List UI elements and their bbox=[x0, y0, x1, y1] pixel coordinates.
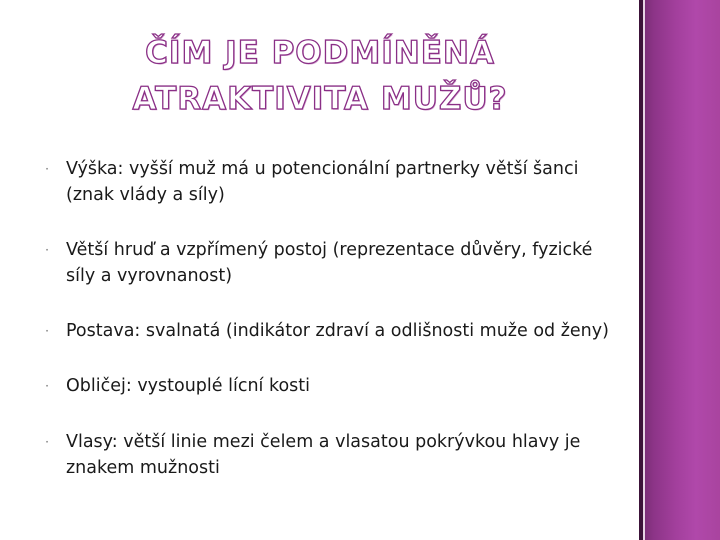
bullet-dot-icon: · bbox=[45, 324, 49, 338]
side-band-stripe bbox=[643, 0, 645, 540]
bullet-item bbox=[40, 373, 620, 399]
bullet-text: Postava: svalnatá (indikátor zdraví a odlišnosti muže od ženy) bbox=[66, 321, 609, 341]
bullet-text: Vlasy: větší linie mezi čelem a vlasatou pokrývkou hlavy je znakem mužnosti bbox=[66, 432, 581, 478]
bullet-item bbox=[40, 429, 620, 481]
bullet-item bbox=[40, 237, 620, 289]
bullet-item bbox=[40, 318, 620, 344]
bullet-dot-icon: · bbox=[45, 243, 49, 257]
decorative-side-band bbox=[639, 0, 720, 540]
bullet-text: Výška: vyšší muž má u potencionální partnerky větší šanci (znak vlády a síly) bbox=[66, 159, 579, 205]
slide-title: ČÍM JE PODMÍNĚNÁ ATRAKTIVITA MUŽŮ? bbox=[132, 35, 508, 117]
bullet-dot-icon: · bbox=[45, 435, 49, 449]
bullet-list bbox=[40, 156, 620, 510]
bullet-dot-icon: · bbox=[45, 162, 49, 176]
bullet-text: Obličej: vystouplé lícní kosti bbox=[66, 376, 311, 396]
bullet-item bbox=[40, 156, 620, 208]
bullet-dot-icon: · bbox=[45, 379, 49, 393]
bullet-text: Větší hruď a vzpřímený postoj (reprezentace důvěry, fyzické síly a vyrovnanost) bbox=[66, 240, 593, 286]
